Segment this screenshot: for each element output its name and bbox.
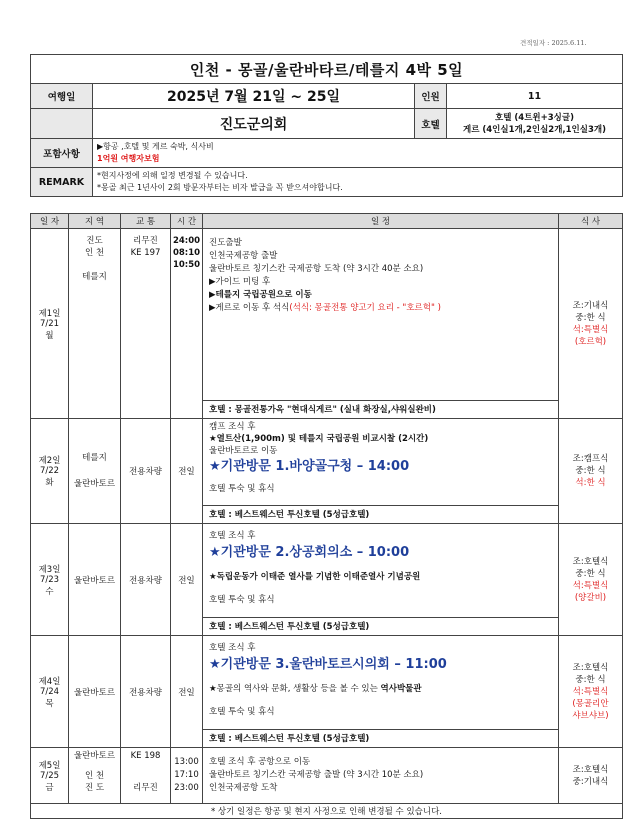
region-cell: 울란바토르 인 천 진 도 [69,748,121,804]
day-cell: 제4일 7/24 목 [31,636,69,748]
day-row [31,419,623,524]
transport-cell: 리무진 KE 197 [121,229,171,419]
col-itinerary: 일 정 [203,214,559,229]
col-region: 지 역 [69,214,121,229]
meal-cell: 조:호텔식 중:기내식 [559,748,623,804]
meal-cell: 조:캠프식 중:한 식 석:한 식 [559,419,623,524]
visit-highlight: ★기관방문 3.울란바토르시의회 – 11:00 [209,657,447,672]
hotel-line: 호텔 : 몽골전통가옥 "현대식게르" (실내 화장실,샤워실완비) [203,400,558,417]
day-cell: 제3일 7/23 수 [31,524,69,636]
col-date: 일 자 [31,214,69,229]
issue-date: 견적일자 : 2025.6.11. [520,39,587,47]
remark-label: REMARK [31,168,93,197]
itinerary-cell: 진도출발 인천국제공항 출발 울란바토르 칭기스칸 국제공항 도착 (약 3시간 40분 소요) ▶가이드 미팅 후 ▶테를지 국립공원으로 이동 ▶게르로 이동 후 석식(석식: 몽골전통 양고기 요리 - "호르헉" ) 호텔 : 몽골전통가옥 "현대식게르" (실내 화장실,샤워실완비) [203,229,559,419]
hotel-info: 호텔 (4트윈+3싱글) 게르 (4인실1개,2인실2개,1인실3개) [447,109,623,139]
time-cell: 13:00 17:10 23:00 [171,748,203,804]
footnote: * 상기 일정은 항공 및 현지 사정으로 인해 변경될 수 있습니다. [31,804,623,819]
day-cell: 제5일 7/25 금 [31,748,69,804]
hotel-line: 호텔 : 베스트웨스턴 투신호텔 (5성급호텔) [203,505,558,522]
col-transport: 교 통 [121,214,171,229]
itinerary-cell: 호텔 조식 후 ★기관방문 3.울란바토르시의회 – 11:00 ★몽골의 역사와 문화, 생활상 등을 볼 수 있는 역사박물관 호텔 투숙 및 휴식 호텔 : 베스트웨스턴 투신호텔 (5성급호텔) [203,636,559,748]
region-cell: 울란바토르 [69,524,121,636]
transport-cell: KE 198 리무진 [121,748,171,804]
page-title: 인천 - 몽골/울란바타르/테를지 4박 5일 [31,55,623,84]
day-row [31,229,623,419]
meal-cell: 조:기내식 중:한 식 석:특별식 (호르헉) [559,229,623,419]
day-row [31,748,623,804]
period-label: 여행일 [31,84,93,109]
include-label: 포함사항 [31,139,93,168]
region-cell: 진도 인 천 테를지 [69,229,121,419]
visit-highlight: ★기관방문 1.바양골구청 – 14:00 [209,459,410,474]
day-row [31,524,623,636]
col-meal: 식 사 [559,214,623,229]
client-name: 진도군의회 [93,109,415,139]
pax-count: 11 [447,84,623,109]
visit-highlight: ★기관방문 2.상공회의소 – 10:00 [209,545,410,560]
itinerary-cell: 호텔 조식 후 공항으로 이동 울란바토르 칭기스칸 국제공항 출발 (약 3시간 10분 소요) 인천국제공항 도착 [203,748,559,804]
pax-label: 인원 [415,84,447,109]
time-cell: 24:00 08:10 10:50 [171,229,203,419]
hotel-label: 호텔 [415,109,447,139]
transport-cell: 전용차량 [121,636,171,748]
include-info: ▶항공 ,호텔 및 게르 숙박, 식사비 1억원 여행자보험 [93,139,623,168]
itinerary-cell: 호텔 조식 후 ★기관방문 2.상공회의소 – 10:00 ★독립운동가 이태준 열사를 기념한 이태준열사 기념공원 호텔 투숙 및 휴식 호텔 : 베스트웨스턴 투신호텔 (5성급호텔) [203,524,559,636]
region-cell: 테를지 울란바토르 [69,419,121,524]
hotel-line: 호텔 : 베스트웨스턴 투신호텔 (5성급호텔) [203,729,558,746]
hotel-line: 호텔 : 베스트웨스턴 투신호텔 (5성급호텔) [203,617,558,634]
col-time: 시 간 [171,214,203,229]
region-cell: 울란바토르 [69,636,121,748]
schedule-table [30,213,623,819]
meal-cell: 조:호텔식 중:한 식 석:특별식 (몽골리안 샤브샤브) [559,636,623,748]
time-cell: 전일 [171,419,203,524]
time-cell: 전일 [171,636,203,748]
day-row [31,636,623,748]
transport-cell: 전용차량 [121,419,171,524]
transport-cell: 전용차량 [121,524,171,636]
header-table [30,54,623,197]
travel-period: 2025년 7월 21일 ~ 25일 [93,84,415,109]
day-cell: 제1일 7/21 월 [31,229,69,419]
remark-info: *현지사정에 의해 일정 변경될 수 있습니다. *몽골 최근 1년사이 2회 방문자부터는 비자 발급을 꼭 받으셔야합니다. [93,168,623,197]
time-cell: 전일 [171,524,203,636]
itinerary-cell: 캠프 조식 후 ★열트산(1,900m) 및 테를지 국립공원 비교시찰 (2시간) 울란바토르로 이동 ★기관방문 1.바양골구청 – 14:00 호텔 투숙 및 휴식 호텔 : 베스트웨스턴 투신호텔 (5성급호텔) [203,419,559,524]
meal-cell: 조:호텔식 중:한 식 석:특별식 (양갈비) [559,524,623,636]
day-cell: 제2일 7/22 화 [31,419,69,524]
